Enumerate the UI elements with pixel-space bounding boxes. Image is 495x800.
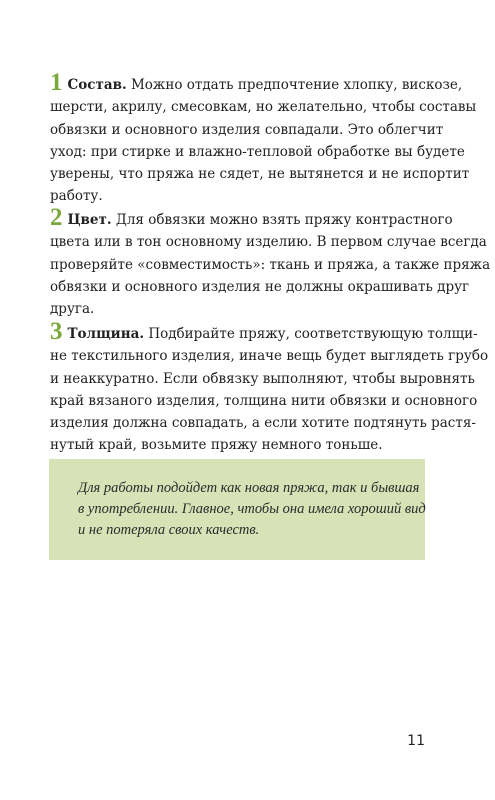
section-text-line: обвязки и основного изделия не должны окрашивать друг bbox=[50, 278, 470, 295]
page-number: 11 bbox=[407, 733, 425, 749]
tip-line: и не потеряла своих качеств. bbox=[78, 522, 260, 538]
section-text-line: и неаккуратно. Если обвязку выполняют, чтобы выровнять bbox=[50, 370, 475, 387]
tip-box bbox=[49, 459, 425, 560]
section-composition bbox=[50, 69, 477, 208]
section-color bbox=[50, 204, 491, 320]
section-thickness bbox=[50, 318, 489, 457]
section-text-line: уверены, что пряжа не сядет, не вытянется и не испортит bbox=[50, 166, 470, 183]
section-first-line bbox=[50, 204, 453, 231]
section-text: Подбирайте пряжу, соответствующую толщи- bbox=[144, 326, 478, 342]
section-heading: Толщина. bbox=[67, 326, 145, 342]
section-number: 3 bbox=[50, 318, 63, 345]
section-number: 1 bbox=[50, 69, 63, 96]
section-text-line: обвязки и основного изделия совпадали. Это облегчит bbox=[50, 121, 444, 138]
tip-line: в употреблении. Главное, чтобы она имела хороший вид bbox=[78, 501, 426, 517]
section-text-line: не текстильного изделия, иначе вещь будет выглядеть грубо bbox=[50, 348, 489, 365]
section-text-line: шерсти, акрилу, смесовкам, но желательно, чтобы составы bbox=[50, 99, 477, 116]
section-text-line: нутый край, возьмите пряжу немного тоньше. bbox=[50, 437, 383, 454]
section-text-line: изделия должна совпадать, а если хотите подтянуть растя- bbox=[50, 415, 476, 432]
section-heading: Цвет. bbox=[67, 212, 112, 228]
section-text: Можно отдать предпочтение хлопку, вискозе, bbox=[126, 77, 463, 93]
section-number: 2 bbox=[50, 204, 63, 231]
section-heading: Состав. bbox=[67, 77, 127, 93]
section-text-line: проверяйте «совместимость»: ткань и пряжа, а также пряжа bbox=[50, 256, 491, 273]
section-first-line bbox=[50, 69, 463, 96]
section-text-line: цвета или в тон основному изделию. В первом случае всегда bbox=[50, 234, 487, 251]
section-text-line: работу. bbox=[50, 188, 103, 205]
section-text-line: друга. bbox=[50, 301, 95, 318]
tip-line: Для работы подойдет как новая пряжа, так и бывшая bbox=[78, 480, 420, 496]
tip-text bbox=[78, 478, 426, 541]
section-text: Для обвязки можно взять пряжу контрастного bbox=[111, 212, 453, 228]
section-first-line bbox=[50, 318, 478, 345]
section-text-line: край вязаного изделия, толщина нити обвязки и основного bbox=[50, 392, 478, 409]
section-text-line: уход: при стирке и влажно-тепловой обработке вы будете bbox=[50, 143, 465, 160]
